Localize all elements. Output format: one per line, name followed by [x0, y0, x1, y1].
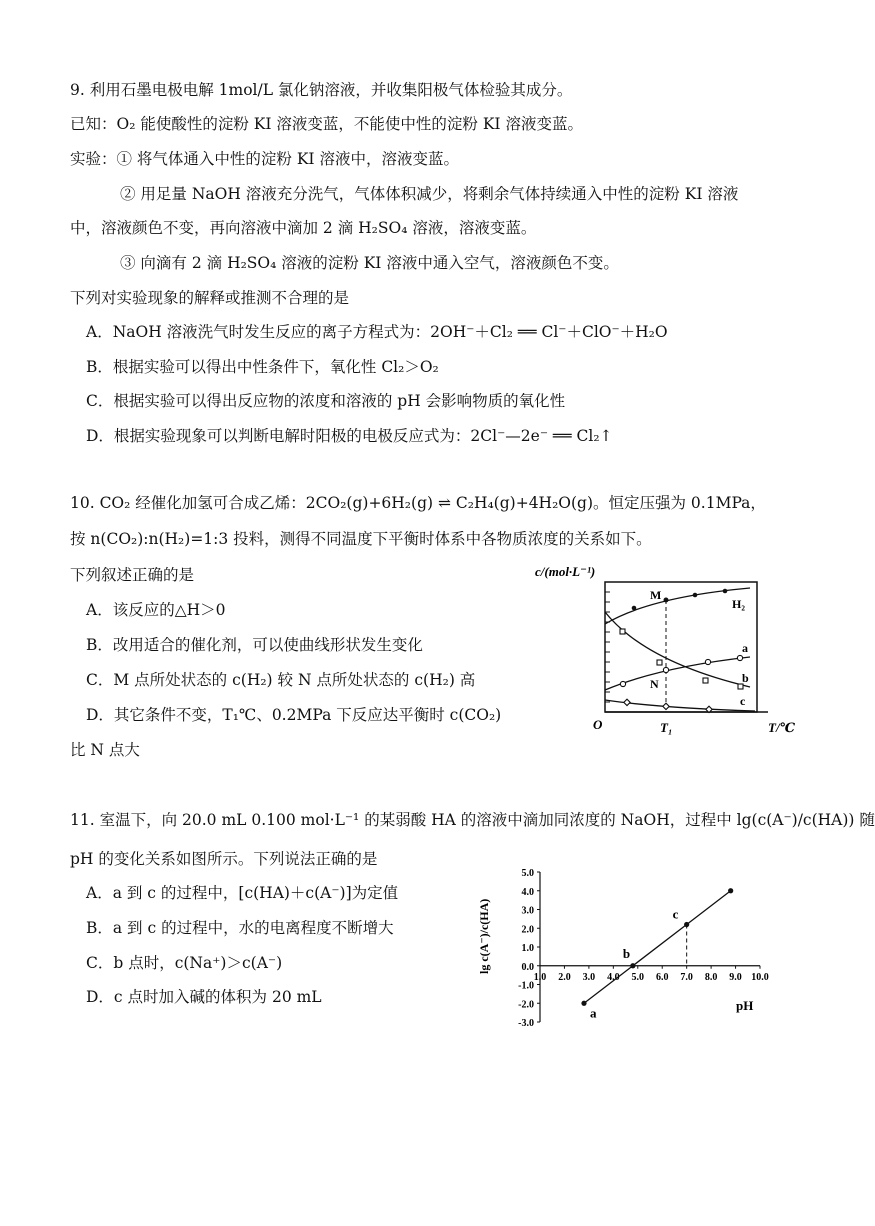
q10-h2-marker — [632, 606, 637, 611]
q10-c-marker — [663, 703, 669, 709]
q11-stem2: pH 的变化关系如图所示。下列说法正确的是 — [70, 850, 378, 868]
q11-y-tick-label: -1.0 — [518, 980, 534, 992]
q11-y-tick-label: 1.0 — [521, 943, 534, 954]
q10-label-b: b — [742, 671, 749, 685]
q11-ph-chart — [470, 862, 770, 1032]
q10-question: 下列叙述正确的是 — [70, 566, 195, 584]
q10-option-a[interactable]: A．该反应的△H＞0 — [86, 601, 226, 619]
q10-label-m: M — [650, 588, 662, 602]
q11-y-tick-label: 5.0 — [521, 868, 534, 879]
q10-b-marker — [620, 629, 625, 634]
q9-option-a[interactable]: A．NaOH 溶液洗气时发生反应的离子方程式为：2OH⁻＋Cl₂ ══ Cl⁻＋ClO⁻＋H₂O — [86, 323, 668, 341]
q10-a-marker — [620, 681, 625, 686]
q11-y-tick-label: 4.0 — [521, 886, 534, 898]
q10-b-marker — [703, 678, 708, 683]
q10-label-a: a — [742, 641, 748, 655]
q10-stem2: 按 n(CO₂):n(H₂)=1:3 投料，测得不同温度下平衡时体系中各物质浓度的关系如下。 — [70, 530, 652, 548]
q9-exp3: ③ 向滴有 2 滴 H₂SO₄ 溶液的淀粉 KI 溶液中通入空气，溶液颜色不变。 — [120, 254, 619, 272]
q9-exp1: 实验：① 将气体通入中性的淀粉 KI 溶液中，溶液变蓝。 — [70, 150, 459, 168]
q10-label-n: N — [650, 677, 659, 691]
q10-curve-h2 — [605, 588, 750, 624]
q9-option-c[interactable]: C．根据实验可以得出反应物的浓度和溶液的 pH 会影响物质的氧化性 — [86, 392, 566, 410]
q11-x-tick-label: 9.0 — [729, 971, 742, 983]
q10-xlabel: T/℃ — [768, 720, 796, 735]
q10-c-marker — [624, 699, 630, 705]
q10-option-d[interactable]: D．其它条件不变，T₁℃、0.2MPa 下反应达平衡时 c(CO₂) — [86, 706, 502, 724]
q10-option-c[interactable]: C．M 点所处状态的 c(H₂) 较 N 点所处状态的 c(H₂) 高 — [86, 671, 476, 689]
q11-x-tick-label: 2.0 — [558, 971, 571, 983]
q11-option-c[interactable]: C．b 点时，c(Na⁺)＞c(A⁻) — [86, 954, 283, 972]
q11-data-point — [581, 1001, 586, 1006]
q10-point-m — [664, 598, 669, 603]
q11-y-tick-label: -2.0 — [518, 999, 534, 1011]
q11-series-line — [584, 891, 731, 1004]
q11-stem: 11. 室温下，向 20.0 mL 0.100 mol·L⁻¹ 的某弱酸 HA 的溶液中滴加同浓度的 NaOH，过程中 lg(c(A⁻)/c(HA)) 随 — [70, 811, 875, 829]
q11-x-tick-label: 8.0 — [704, 971, 718, 983]
q10-b-marker — [657, 660, 662, 665]
q11-point-label-c: c — [672, 906, 679, 922]
q9-option-b[interactable]: B．根据实验可以得出中性条件下，氧化性 Cl₂＞O₂ — [86, 358, 439, 376]
q10-curve-b — [605, 612, 750, 687]
q11-data-point — [728, 888, 733, 893]
q11-x-tick-label: 7.0 — [680, 971, 693, 983]
q11-y-tick-label: 0.0 — [521, 961, 534, 973]
q10-h2-marker — [723, 589, 728, 594]
q11-ylabel-text: lg c(A⁻)/c(HA) — [477, 898, 491, 974]
q10-h2-marker — [693, 593, 698, 598]
q9-option-d[interactable]: D．根据实验现象可以判断电解时阳极的电极反应式为：2Cl⁻—2e⁻ ══ Cl₂↑ — [86, 427, 613, 445]
q11-option-b[interactable]: B．a 到 c 的过程中，水的电离程度不断增大 — [86, 919, 394, 937]
q10-a-marker — [705, 659, 710, 664]
q9-stem: 9. 利用石墨电极电解 1mol/L 氯化钠溶液，并收集阳极气体检验其成分。 — [70, 81, 573, 99]
q11-x-tick-label: 4.0 — [607, 971, 620, 983]
q9-question: 下列对实验现象的解释或推测不合理的是 — [70, 289, 350, 307]
q11-y-tick-label: 2.0 — [521, 924, 534, 936]
q11-xlabel: pH — [736, 998, 754, 1013]
q9-exp2b: 中，溶液颜色不变，再向溶液中滴加 2 滴 H₂SO₄ 溶液，溶液变蓝。 — [70, 219, 537, 237]
q10-t1-label: T₁ — [660, 720, 673, 735]
q11-x-tick-label: 10.0 — [751, 971, 769, 983]
q10-label-h2: H₂ — [732, 597, 745, 611]
q11-option-a[interactable]: A．a 到 c 的过程中，[c(HA)＋c(A⁻)]为定值 — [86, 884, 399, 902]
q11-y-tick-label: 3.0 — [521, 905, 534, 917]
q11-x-tick-label: 3.0 — [582, 971, 596, 983]
q11-x-tick-label: 1.0 — [533, 971, 547, 983]
q11-option-d[interactable]: D．c 点时加入碱的体积为 20 mL — [86, 988, 322, 1006]
q11-point-label-a: a — [590, 1005, 597, 1021]
q11-point-label-b: b — [622, 945, 631, 961]
q10-point-n — [663, 667, 668, 672]
q11-ylabel — [477, 899, 491, 974]
q11-x-tick-label: 5.0 — [631, 971, 645, 983]
q10-a-marker — [737, 655, 742, 660]
q10-concentration-chart — [535, 562, 805, 752]
q9-exp2a: ② 用足量 NaOH 溶液充分洗气，气体体积减少，将剩余气体持续通入中性的淀粉 KI 溶液 — [120, 185, 739, 203]
q10-option-b[interactable]: B．改用适合的催化剂，可以使曲线形状发生变化 — [86, 636, 423, 654]
q10-ylabel: c/(mol·L⁻¹) — [535, 564, 596, 579]
q10-origin: O — [593, 717, 603, 732]
q10-stem: 10. CO₂ 经催化加氢可合成乙烯：2CO₂(g)+6H₂(g) ⇌ C₂H₄(g)+4H₂O(g)。恒定压强为 0.1MPa， — [70, 494, 766, 512]
q11-y-tick-label: -3.0 — [518, 1018, 534, 1029]
q10-option-d-cont: 比 N 点大 — [70, 741, 140, 759]
q11-data-point — [630, 963, 635, 968]
q10-curve-a — [605, 657, 750, 690]
q11-x-tick-label: 6.0 — [655, 971, 669, 983]
q9-known: 已知：O₂ 能使酸性的淀粉 KI 溶液变蓝，不能使中性的淀粉 KI 溶液变蓝。 — [70, 115, 583, 133]
q10-label-c: c — [740, 694, 746, 708]
